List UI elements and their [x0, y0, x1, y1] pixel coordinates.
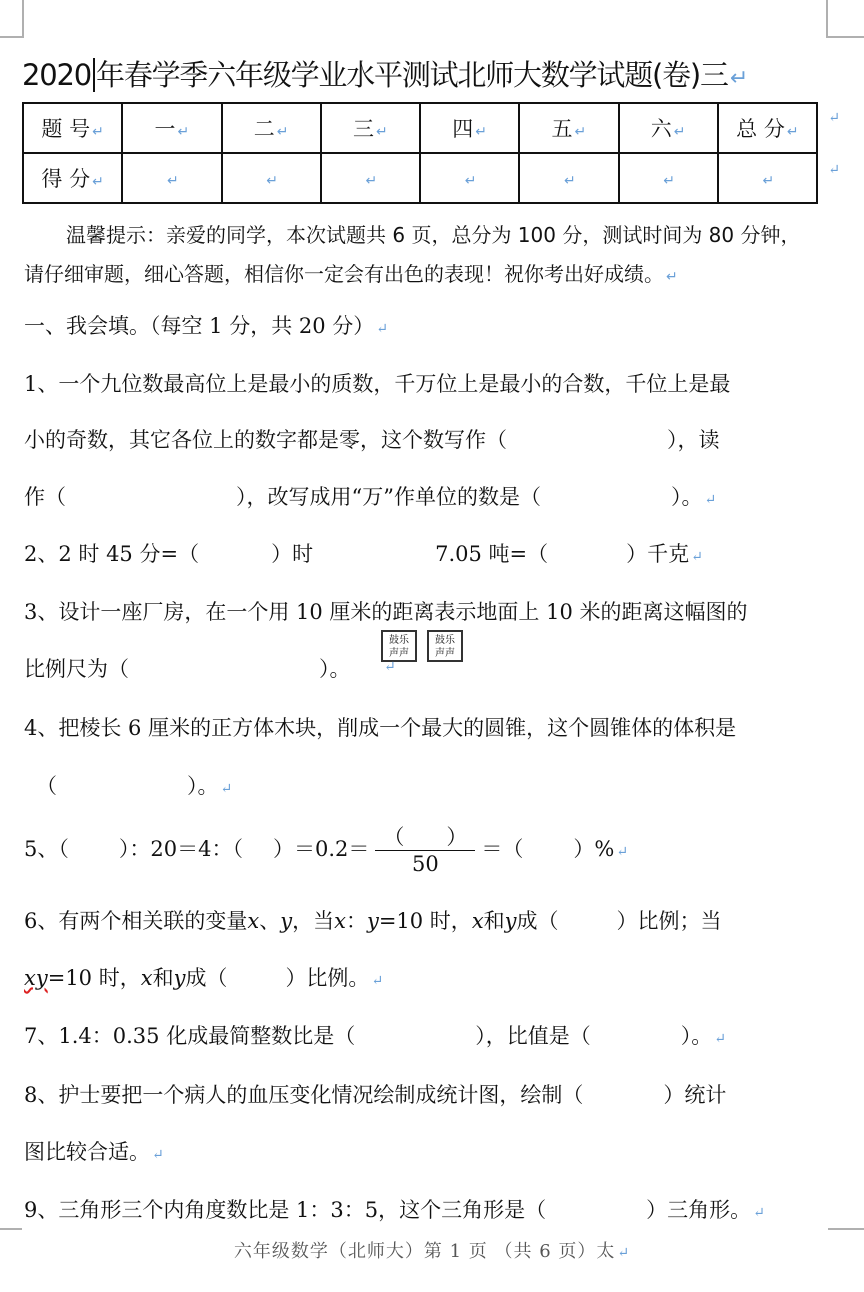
section-heading: 一、我会填。（每空 1 分，共 20 分） ↵ — [24, 314, 389, 338]
question-3-line-1: 3、设计一座厂房，在一个用 10 厘米的距离表示地面上 10 米的距离这幅图的 — [24, 600, 748, 624]
score-cell[interactable]: ↵ — [619, 153, 718, 203]
row-end-mark-icon: ↵ — [828, 110, 840, 126]
header-cell-1: 一 ↵ — [122, 103, 221, 153]
question-1-line-3: 作（ ），改写成用“万”作单位的数是（ ）。 ↵ — [24, 485, 717, 509]
crop-mark-top-right — [826, 0, 864, 38]
header-cell-2: 二 ↵ — [222, 103, 321, 153]
paragraph-mark-icon: ↵ — [729, 66, 748, 91]
question-1-line-1: 1、一个九位数最高位上是最小的质数，千万位上是最小的合数，千位上是最 — [24, 372, 731, 396]
paragraph-mark-icon: ↵ — [384, 659, 396, 675]
question-8-line-1: 8、护士要把一个病人的血压变化情况绘制成统计图，绘制（ ）统计 — [24, 1083, 727, 1107]
score-cell-total[interactable]: ↵ — [718, 153, 817, 203]
intro-line-2: 请仔细审题，细心答题，相信你一定会有出色的表现！祝你考出好成绩。 ↵ — [24, 262, 678, 286]
header-cell-3: 三 ↵ — [321, 103, 420, 153]
question-1-line-2: 小的奇数，其它各位上的数字都是零，这个数写作（ ），读 — [24, 428, 720, 452]
question-8-line-2: 图比较合适。 ↵ — [24, 1140, 164, 1164]
fraction — [375, 824, 475, 877]
drum-stamp-image: 鼓乐 声声 — [381, 630, 417, 662]
spellcheck-underlined-text: xy — [24, 966, 48, 990]
score-table — [22, 102, 818, 204]
intro-line-1: 温馨提示：亲爱的同学，本次试题共 6 页，总分为 100 分，测试时间为 80 分钟， — [66, 223, 801, 247]
crop-mark-top-left — [0, 0, 24, 38]
row-end-mark-icon: ↵ — [828, 162, 840, 178]
question-9: 9、三角形三个内角度数比是 1：3：5，这个三角形是（ ）三角形。 ↵ — [24, 1198, 765, 1222]
question-4-line-2: （ ）。 ↵ — [36, 774, 233, 798]
header-cell-total: 总 分 ↵ — [718, 103, 817, 153]
score-table-score-row — [23, 153, 817, 203]
question-3-line-2: 比例尺为（ ）。 — [24, 657, 351, 681]
question-2: 2、2 时 45 分=（ ）时 7.05 吨=（ ）千克 ↵ — [24, 542, 703, 566]
question-6-line-2: xy=10 时，x和y成（ ）比例。 ↵ — [24, 966, 384, 990]
header-cell-6: 六 ↵ — [619, 103, 718, 153]
fraction-numerator-blank[interactable]: （ ） — [375, 824, 475, 851]
text-cursor — [93, 58, 95, 92]
stamp-images — [371, 630, 463, 662]
score-cell[interactable]: ↵ — [321, 153, 420, 203]
score-cell[interactable]: ↵ — [122, 153, 221, 203]
header-cell-5: 五 ↵ — [519, 103, 618, 153]
question-7: 7、1.4：0.35 化成最简整数比是（ ），比值是（ ）。 ↵ — [24, 1024, 726, 1048]
score-table-header-row — [23, 103, 817, 153]
row-label-score: 得 分 ↵ — [23, 153, 122, 203]
score-cell[interactable]: ↵ — [222, 153, 321, 203]
title-text: 年春学季六年级学业水平测试北师大数学试题(卷)三 — [96, 58, 728, 92]
header-cell-4: 四 ↵ — [420, 103, 519, 153]
score-cell[interactable]: ↵ — [519, 153, 618, 203]
drum-stamp-image: 鼓乐 声声 — [427, 630, 463, 662]
title-year: 2020 — [22, 58, 92, 92]
question-6-line-1: 6、有两个相关联的变量x、y，当x：y=10 时，x和y成（ ）比例；当 — [24, 909, 722, 933]
question-4-line-1: 4、把棱长 6 厘米的正方体木块，削成一个最大的圆锥，这个圆锥体的体积是 — [24, 716, 737, 740]
fraction-denominator: 50 — [412, 852, 439, 876]
question-5: 5、（ ）：20＝4：（ ）＝0.2＝ $\frac{( )}{50}$ ＝（ ）% ↵ — [24, 825, 629, 876]
header-cell-number: 题 号 ↵ — [23, 103, 122, 153]
score-cell[interactable]: ↵ — [420, 153, 519, 203]
page-title — [22, 55, 842, 99]
page-footer: 六年级数学（北师大）第 1 页 （共 6 页）太 ↵ — [233, 1241, 631, 1262]
